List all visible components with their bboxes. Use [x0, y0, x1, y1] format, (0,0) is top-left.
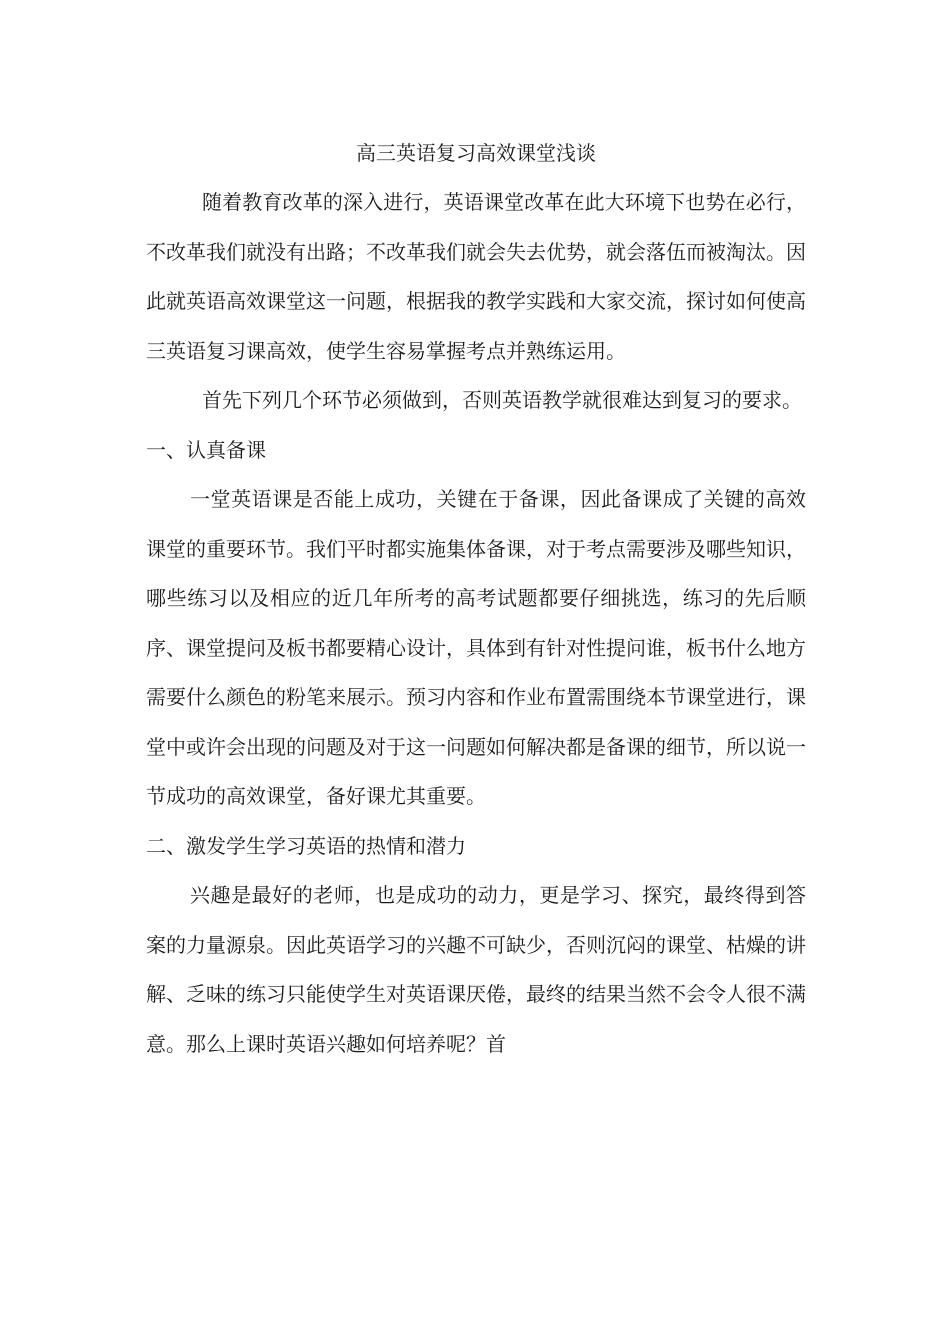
section-1-heading: 一、认真备课 — [146, 437, 266, 462]
intro-paragraph: 随着教育改革的深入进行，英语课堂改革在此大环境下也势在必行，不改革我们就没有出路；不改革我们就会失去优势，就会落伍而被淘汰。因此就英语高效课堂这一问题，根据我的教学实践和大家交流，探讨如何使高三英语复习课高效，使学生容易掌握考点并熟练运用。 — [146, 190, 806, 363]
section-2-heading: 二、激发学生学习英语的热情和潜力 — [146, 833, 466, 858]
section-1-body: 一堂英语课是否能上成功，关键在于备课，因此备课成了关键的高效课堂的重要环节。我们平时都实施集体备课，对于考点需要涉及哪些知识，哪些练习以及相应的近几年所考的高考试题都要仔细挑选，练习的先后顺序、课堂提问及板书都要精心设计，具体到有针对性提问谁，板书什么地方需要什么颜色的粉笔来展示。预习内容和作业布置需围绕本节课堂进行，课堂中或许会出现的问题及对于这一问题如何解决都是备课的细节，所以说一节成功的高效课堂，备好课尤其重要。 — [146, 487, 806, 808]
section-2-body: 兴趣是最好的老师，也是成功的动力，更是学习、探究，最终得到答案的力量源泉。因此英语学习的兴趣不可缺少，否则沉闷的课堂、枯燥的讲解、乏味的练习只能使学生对英语课厌倦，最终的结果当然不会令人很不满意。那么上课时英语兴趣如何培养呢？首 — [146, 883, 806, 1056]
document-content — [146, 128, 806, 1069]
document-title: 高三英语复习高效课堂浅谈 — [356, 141, 596, 165]
second-paragraph: 首先下列几个环节必须做到，否则英语教学就很难达到复习的要求。 — [202, 388, 802, 412]
